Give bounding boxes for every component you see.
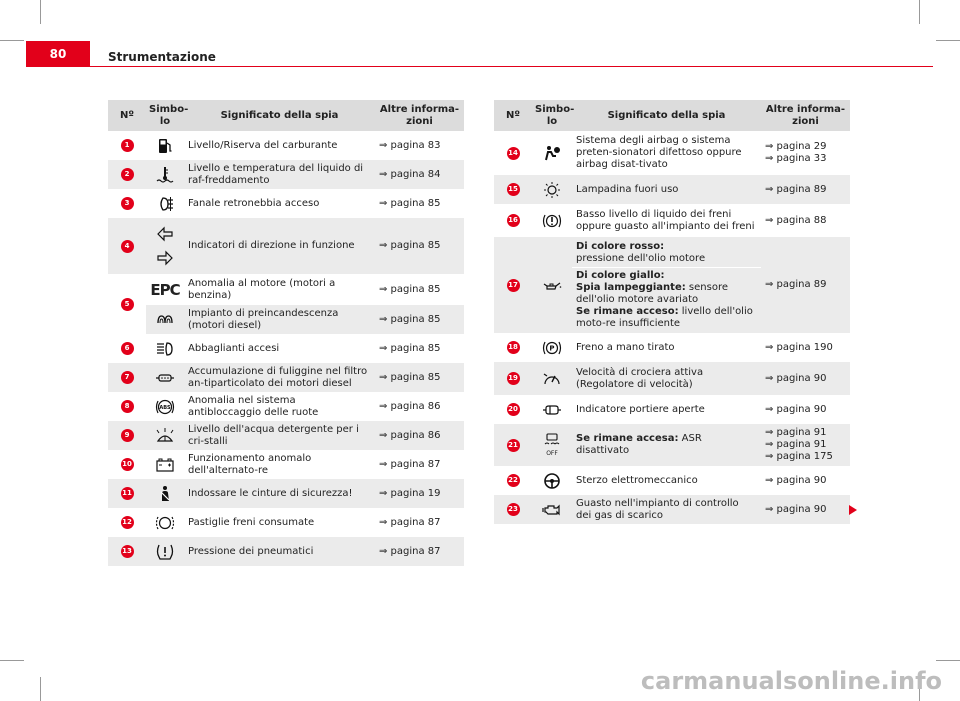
rear-fog-light-icon xyxy=(155,195,175,213)
table-row xyxy=(494,131,850,175)
abs-icon xyxy=(155,398,175,416)
table-row xyxy=(108,274,464,305)
table-row xyxy=(108,189,464,218)
meaning-text: sensore dell'olio motore avariato xyxy=(576,281,728,305)
battery-icon xyxy=(155,456,175,474)
row-number-badge: 16 xyxy=(507,214,520,227)
row-number-badge: 4 xyxy=(121,240,134,253)
meaning-text: Sterzo elettromeccanico xyxy=(572,466,761,495)
row-number-badge: 17 xyxy=(507,279,520,292)
page-reference: ⇒ pagina 87 xyxy=(375,537,464,566)
table-row xyxy=(494,395,850,424)
page-reference: ⇒ pagina 85 xyxy=(375,334,464,363)
continue-arrow-icon xyxy=(849,505,857,515)
page-reference: ⇒ pagina 91 xyxy=(765,439,827,450)
page-reference: ⇒ pagina 85 xyxy=(375,274,464,305)
oil-can-icon xyxy=(542,276,562,294)
page-reference: ⇒ pagina 90 xyxy=(765,372,827,384)
yellow-label: Di colore giallo: xyxy=(576,269,665,281)
svg-text:ABS: ABS xyxy=(159,404,171,411)
meaning-text: Indossare le cinture di sicurezza! xyxy=(184,479,375,508)
meaning-text: Indicatore portiere aperte xyxy=(572,395,761,424)
page-reference: ⇒ pagina 91 xyxy=(765,427,827,438)
table-row xyxy=(108,305,464,334)
page-reference: ⇒ pagina 33 xyxy=(765,153,827,164)
crop-mark xyxy=(919,0,920,24)
crop-mark xyxy=(40,0,41,24)
row-number-badge: 12 xyxy=(121,516,134,529)
row-number-badge: 3 xyxy=(121,197,134,210)
meaning-text: Abbaglianti accesi xyxy=(184,334,375,363)
meaning-text: Guasto nell'impianto di controllo dei gas di scarico xyxy=(572,495,761,524)
turn-signal-arrows-icon xyxy=(155,224,175,268)
blinking-label: Spia lampeggiante: xyxy=(576,281,686,293)
brake-fluid-icon xyxy=(542,212,562,230)
meaning-text: Anomalia al motore (motori a benzina) xyxy=(184,274,375,305)
row-number-badge: 6 xyxy=(121,342,134,355)
warning-lights-table-right xyxy=(494,100,850,524)
page-reference: ⇒ pagina 84 xyxy=(375,160,464,189)
meaning-text: Livello/Riserva del carburante xyxy=(184,131,375,160)
page-reference: ⇒ pagina 87 xyxy=(375,508,464,537)
header-rule xyxy=(90,66,933,67)
door-open-icon xyxy=(542,401,562,419)
page-reference: ⇒ pagina 83 xyxy=(375,131,464,160)
crop-mark xyxy=(0,40,24,41)
meaning-text: Velocità di crociera attiva (Regolatore di velocità) xyxy=(572,362,761,395)
row-number-badge: 23 xyxy=(507,503,520,516)
meaning-text: Livello dell'acqua detergente per i cri-stalli xyxy=(184,421,375,450)
steering-wheel-icon xyxy=(542,472,562,490)
table-row xyxy=(108,508,464,537)
meaning-text: Pressione dei pneumatici xyxy=(184,537,375,566)
page-number: 80 xyxy=(26,41,90,67)
column-header-symbol: Simbo-lo xyxy=(532,100,572,131)
warning-lights-table-left xyxy=(108,100,464,566)
column-header-no: Nº xyxy=(494,100,532,131)
column-header-more-info: Altre informa-zioni xyxy=(375,100,464,131)
page-reference: ⇒ pagina 86 xyxy=(375,421,464,450)
table-row xyxy=(108,363,464,392)
crop-mark xyxy=(0,660,24,661)
row-number-badge: 1 xyxy=(121,139,134,152)
cruise-control-icon xyxy=(542,370,562,388)
engine-check-icon xyxy=(542,501,562,519)
table-row xyxy=(494,424,850,466)
table-row xyxy=(108,218,464,274)
meaning-text: ASR disattivato xyxy=(576,433,702,456)
page-reference: ⇒ pagina 85 xyxy=(375,363,464,392)
column-header-meaning: Significato della spia xyxy=(184,100,375,131)
row-number-badge: 10 xyxy=(121,458,134,471)
row-number-badge: 21 xyxy=(507,439,520,452)
coolant-temperature-icon xyxy=(155,166,175,184)
page-reference: ⇒ pagina 90 xyxy=(765,503,827,515)
airbag-icon xyxy=(542,144,562,162)
meaning-text: Anomalia nel sistema antibloccaggio delle ruote xyxy=(184,392,375,421)
meaning-text: Pastiglie freni consumate xyxy=(184,508,375,537)
page-title: Strumentazione xyxy=(108,50,216,64)
crop-mark xyxy=(936,40,960,41)
row-number-badge: 14 xyxy=(507,147,520,160)
table-row xyxy=(494,237,850,333)
page-reference: ⇒ pagina 90 xyxy=(765,403,827,415)
crop-mark xyxy=(40,677,41,701)
condition-label: Se rimane accesa: xyxy=(576,433,679,444)
row-number-badge: 20 xyxy=(507,403,520,416)
washer-fluid-icon xyxy=(155,427,175,445)
table-row xyxy=(108,421,464,450)
table-row xyxy=(108,537,464,566)
crop-mark xyxy=(936,660,960,661)
table-row xyxy=(108,479,464,508)
page-reference: ⇒ pagina 29 xyxy=(765,141,827,152)
page-reference: ⇒ pagina 90 xyxy=(765,474,827,486)
meaning-text: Fanale retronebbia acceso xyxy=(184,189,375,218)
meaning-text: Impianto di preincandescenza (motori diesel) xyxy=(184,305,375,334)
page-reference: ⇒ pagina 87 xyxy=(375,450,464,479)
row-number-badge: 13 xyxy=(121,545,134,558)
page-reference: ⇒ pagina 175 xyxy=(765,451,833,462)
glow-plug-icon xyxy=(155,311,175,329)
tire-pressure-icon xyxy=(155,543,175,561)
meaning-text: Freno a mano tirato xyxy=(572,333,761,362)
row-number-badge: 8 xyxy=(121,400,134,413)
meaning-text: livello dell'olio moto-re insufficiente xyxy=(576,305,753,329)
page-reference: ⇒ pagina 85 xyxy=(375,305,464,334)
page-reference: ⇒ pagina 85 xyxy=(375,218,464,274)
meaning-text: Accumulazione di fuliggine nel filtro an-tiparticolato dei motori diesel xyxy=(184,363,375,392)
bulb-failure-icon xyxy=(542,181,562,199)
asr-off-icon: OFF xyxy=(542,432,562,457)
high-beam-icon xyxy=(155,340,175,358)
column-header-meaning: Significato della spia xyxy=(572,100,761,131)
page-reference: ⇒ pagina 19 xyxy=(375,479,464,508)
table-row xyxy=(494,333,850,362)
meaning-text: Livello e temperatura del liquido di raf-freddamento xyxy=(184,160,375,189)
page-reference: ⇒ pagina 89 xyxy=(765,183,827,195)
stays-on-label: Se rimane acceso: xyxy=(576,305,679,317)
page-reference: ⇒ pagina 89 xyxy=(765,279,827,290)
table-row xyxy=(494,204,850,237)
table-row xyxy=(494,466,850,495)
table-row xyxy=(494,495,850,524)
fuel-pump-icon xyxy=(155,137,175,155)
column-header-no: Nº xyxy=(108,100,146,131)
row-number-badge: 7 xyxy=(121,371,134,384)
seat-belt-icon xyxy=(155,485,175,503)
watermark: carmanualsonline.info xyxy=(640,667,942,695)
row-number-badge: 5 xyxy=(121,298,134,311)
column-header-more-info: Altre informa-zioni xyxy=(761,100,850,131)
row-number-badge: 9 xyxy=(121,429,134,442)
meaning-text: Indicatori di direzione in funzione xyxy=(184,218,375,274)
table-row xyxy=(108,334,464,363)
meaning-text: Lampadina fuori uso xyxy=(572,175,761,204)
page-reference: ⇒ pagina 86 xyxy=(375,392,464,421)
table-row xyxy=(108,160,464,189)
meaning-text: Sistema degli airbag o sistema preten-sionatori difettoso oppure airbag disat-tivato xyxy=(572,131,761,175)
table-row xyxy=(108,131,464,160)
meaning-text: Basso livello di liquido dei freni oppure guasto all'impianto dei freni xyxy=(572,204,761,237)
page-reference: ⇒ pagina 85 xyxy=(375,189,464,218)
table-row xyxy=(108,392,464,421)
row-number-badge: 15 xyxy=(507,183,520,196)
meaning-text: Funzionamento anomalo dell'alternato-re xyxy=(184,450,375,479)
column-header-symbol: Simbo-lo xyxy=(146,100,184,131)
page-reference: ⇒ pagina 190 xyxy=(765,341,833,353)
meaning-text: pressione dell'olio motore xyxy=(576,252,706,264)
row-number-badge: 19 xyxy=(507,372,520,385)
row-number-badge: 11 xyxy=(121,487,134,500)
epc-icon: EPC xyxy=(150,280,180,299)
particulate-filter-icon xyxy=(155,369,175,387)
row-number-badge: 2 xyxy=(121,168,134,181)
page-reference: ⇒ pagina 88 xyxy=(765,214,827,226)
row-number-badge: 22 xyxy=(507,474,520,487)
table-row xyxy=(108,450,464,479)
table-row xyxy=(494,362,850,395)
row-number-badge: 18 xyxy=(507,341,520,354)
table-row xyxy=(494,175,850,204)
svg-text:P: P xyxy=(549,344,555,352)
brake-pad-icon xyxy=(155,514,175,532)
red-label: Di colore rosso: xyxy=(576,240,665,252)
parking-brake-icon xyxy=(542,339,562,357)
